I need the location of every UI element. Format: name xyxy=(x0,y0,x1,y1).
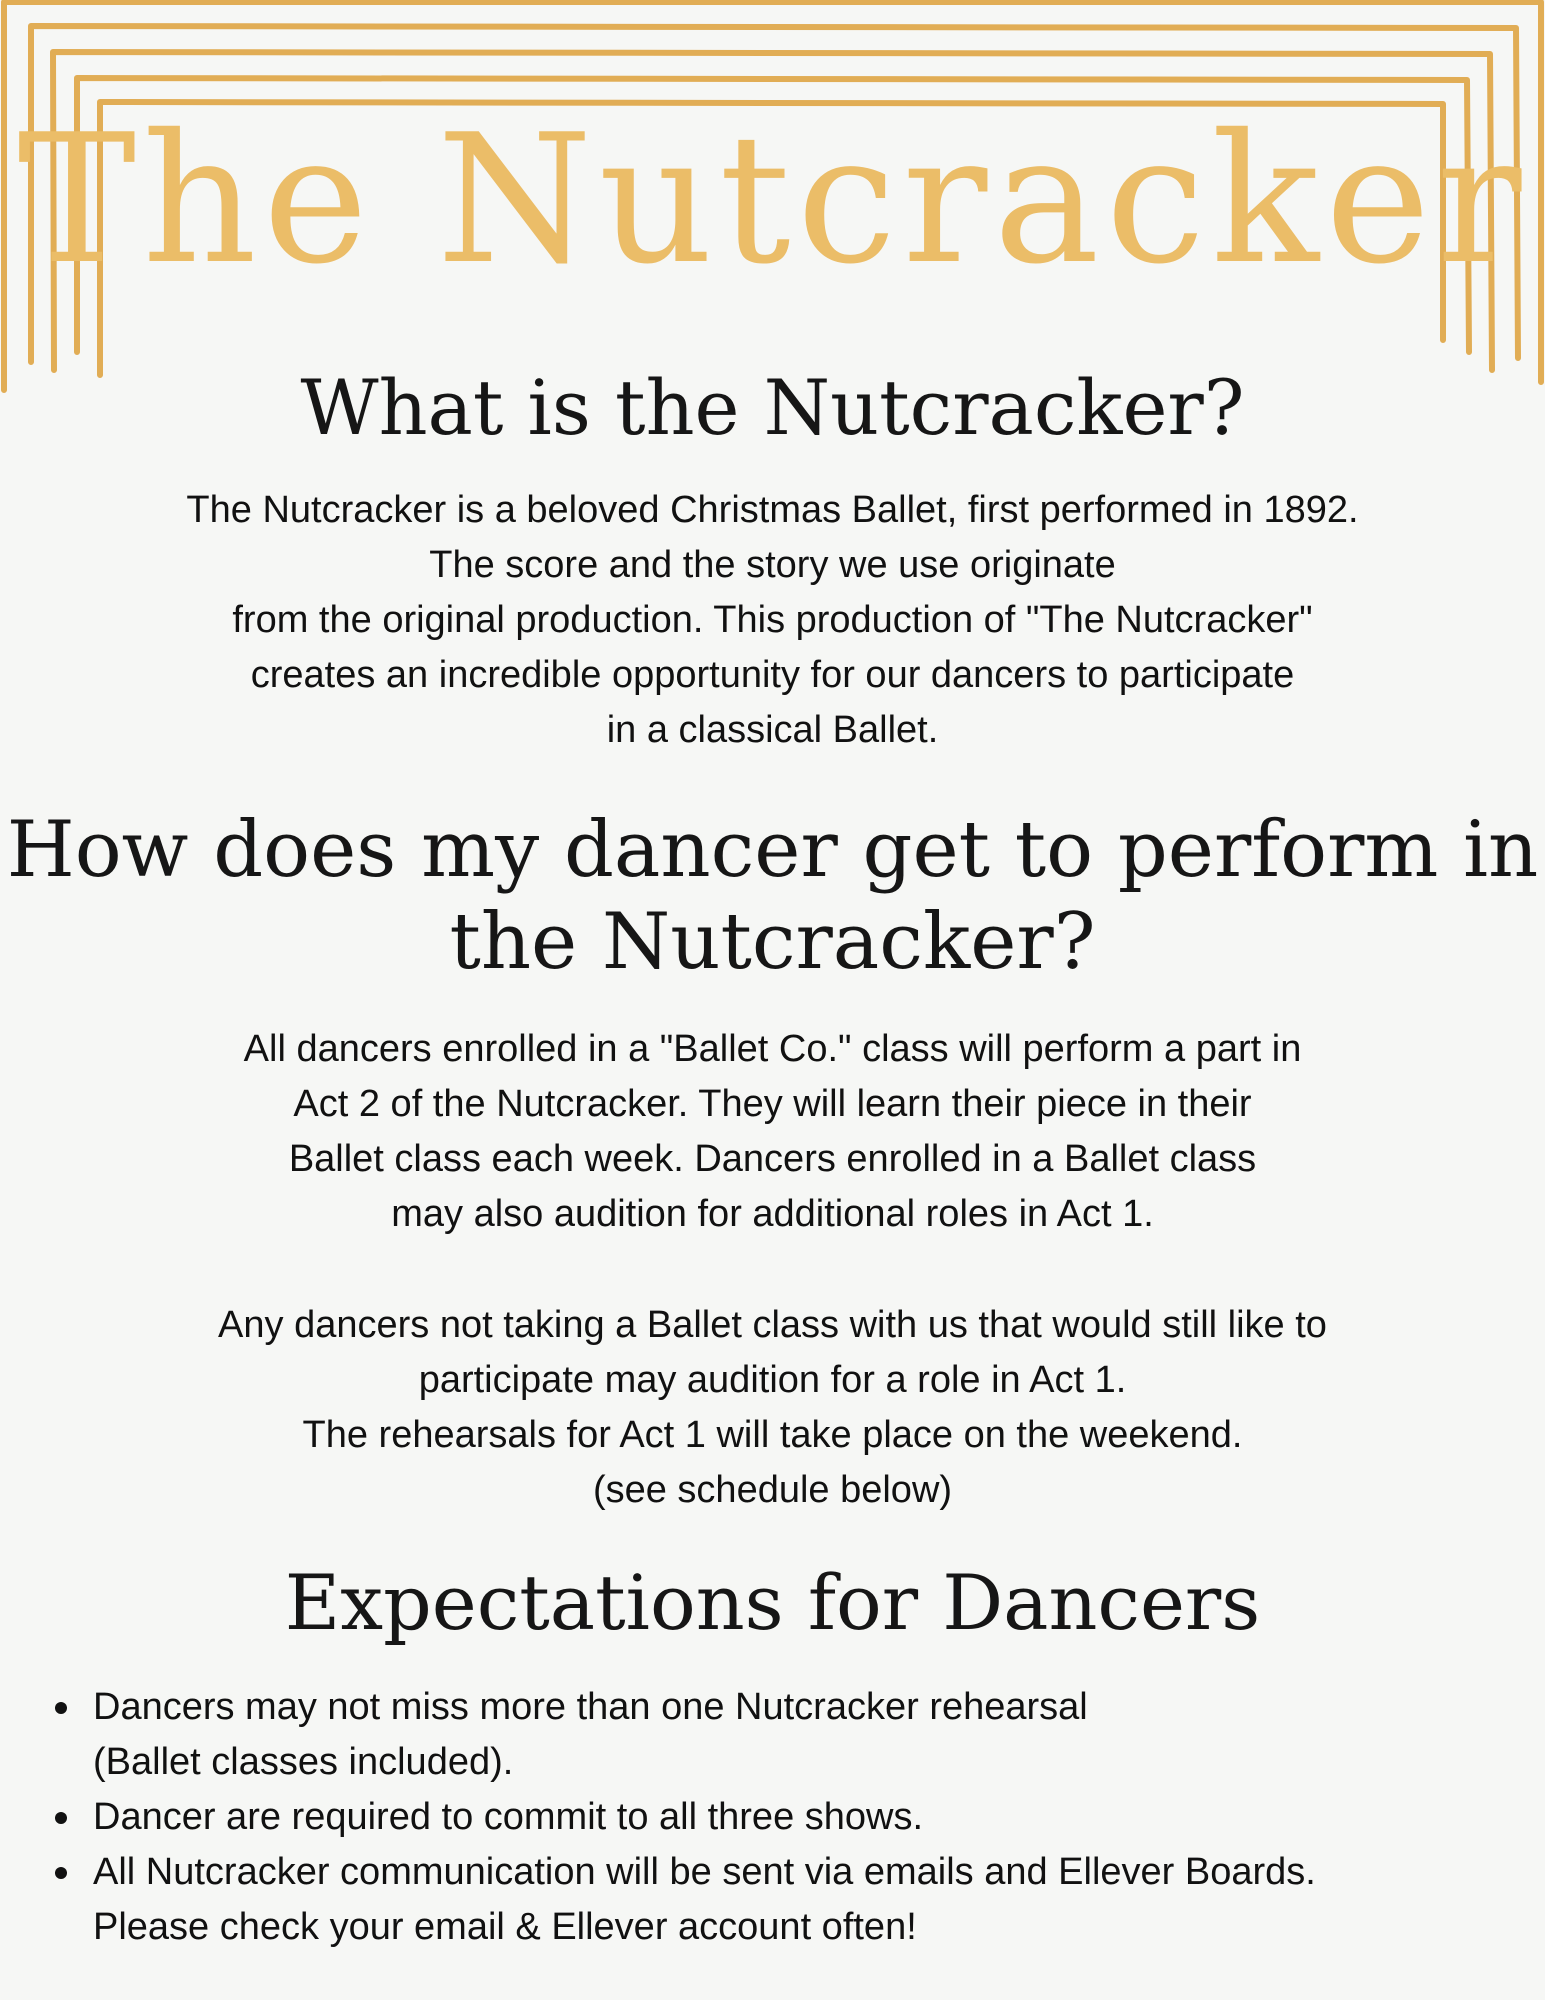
list-item xyxy=(93,1790,1533,1845)
bullet-icon xyxy=(55,1702,67,1714)
text-line: Dancer are required to commit to all three shows. xyxy=(93,1796,924,1838)
text-line: The Nutcracker is a beloved Christmas Ballet, first performed in 1892. xyxy=(186,489,1359,531)
text-line: from the original production. This production of "The Nutcracker" xyxy=(232,599,1313,641)
text-line: in a classical Ballet. xyxy=(606,709,939,751)
text-line: (see schedule below) xyxy=(592,1469,953,1511)
text-line: Act 2 of the Nutcracker. They will learn their piece in their xyxy=(293,1083,1252,1125)
text-line: participate may audition for a role in Act 1. xyxy=(418,1359,1127,1401)
text-line: may also audition for additional roles in Act 1. xyxy=(391,1193,1154,1235)
list-item xyxy=(93,1845,1533,1955)
page-title: The Nutcracker xyxy=(17,96,1528,303)
text-line: The score and the story we use originate xyxy=(429,544,1116,586)
text-line: All dancers enrolled in a "Ballet Co." class will perform a part in xyxy=(243,1028,1302,1070)
heading-line: the Nutcracker? xyxy=(449,897,1096,987)
heading-expectations: Expectations for Dancers xyxy=(284,1558,1261,1647)
paragraph-what-is xyxy=(0,483,1545,758)
text-line: Any dancers not taking a Ballet class with us that would still like to xyxy=(218,1304,1327,1346)
paragraph-audition xyxy=(0,1298,1545,1518)
list-item xyxy=(93,1680,1533,1790)
expectations-list xyxy=(93,1680,1533,1955)
heading-what-is: What is the Nutcracker? xyxy=(300,363,1245,452)
text-line: Dancers may not miss more than one Nutcracker rehearsal xyxy=(93,1686,1088,1728)
paragraph-ballet-co xyxy=(0,1022,1545,1242)
text-line: Please check your email & Ellever account often! xyxy=(93,1906,917,1948)
bullet-icon xyxy=(55,1867,67,1879)
text-line: Ballet class each week. Dancers enrolled in a Ballet class xyxy=(288,1138,1257,1180)
text-line: creates an incredible opportunity for our dancers to participate xyxy=(250,654,1295,696)
heading-how-to-perform xyxy=(0,804,1545,988)
text-line: (Ballet classes included). xyxy=(93,1741,514,1783)
bullet-icon xyxy=(55,1812,67,1824)
text-line: All Nutcracker communication will be sent via emails and Ellever Boards. xyxy=(93,1851,1316,1893)
text-line: The rehearsals for Act 1 will take place on the weekend. xyxy=(302,1414,1243,1456)
heading-line: How does my dancer get to perform in xyxy=(6,805,1539,895)
